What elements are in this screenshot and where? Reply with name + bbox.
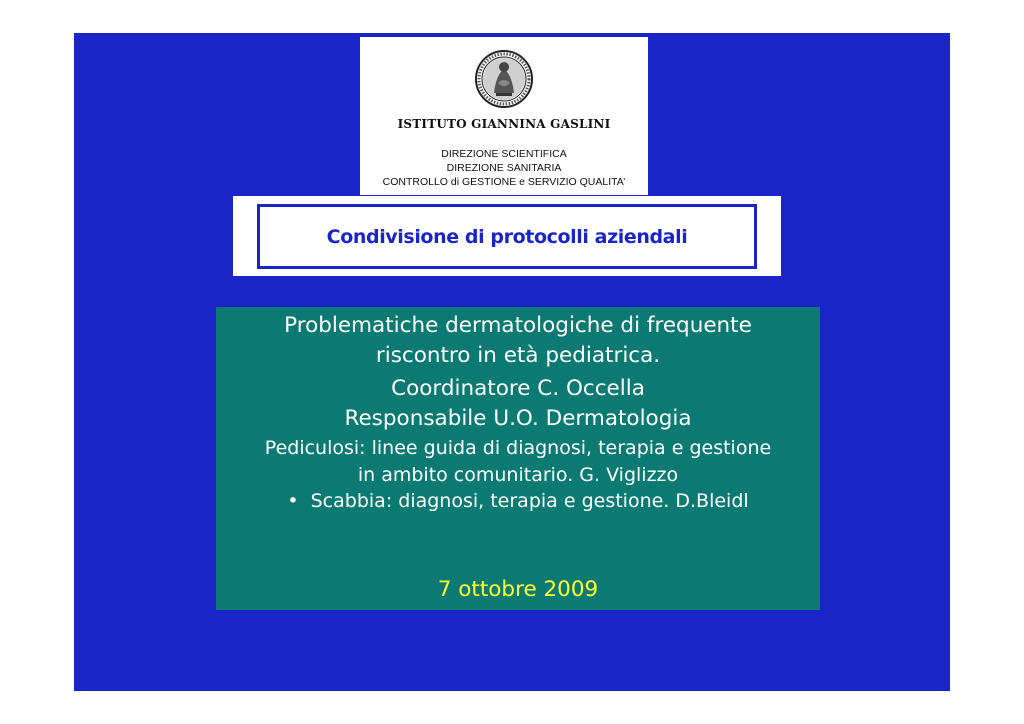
institute-name: ISTITUTO GIANNINA GASLINI xyxy=(397,117,611,131)
page-title: Condivisione di protocolli aziendali xyxy=(326,225,688,248)
topic-line-2: riscontro in età pediatrica. xyxy=(375,343,661,368)
institute-header xyxy=(360,37,648,195)
direction-scientific: DIREZIONE SCIENTIFICA xyxy=(441,148,567,160)
title-banner xyxy=(233,196,781,276)
bullet: • xyxy=(287,490,299,512)
topic-line-1: Problematiche dermatologiche di frequente xyxy=(284,313,752,338)
direction-health: DIREZIONE SANITARIA xyxy=(446,162,562,174)
content-panel xyxy=(216,307,820,610)
pediculosi-line-2: in ambito comunitario. G. Viglizzo xyxy=(357,464,679,486)
date-line: 7 ottobre 2009 xyxy=(437,577,599,602)
scabbia-text: Scabbia: diagnosi, terapia e gestione. D.Bleidl xyxy=(310,490,749,512)
institute-seal-icon xyxy=(474,49,534,109)
pediculosi-line-1: Pediculosi: linee guida di diagnosi, terapia e gestione xyxy=(264,437,772,459)
direction-quality: CONTROLLO di GESTIONE e SERVIZIO QUALITA’ xyxy=(382,176,626,188)
coordinator-line: Coordinatore C. Occella xyxy=(391,376,645,401)
title-frame xyxy=(257,204,757,269)
role-line: Responsabile U.O. Dermatologia xyxy=(344,406,692,431)
scabbia-line xyxy=(216,490,820,512)
